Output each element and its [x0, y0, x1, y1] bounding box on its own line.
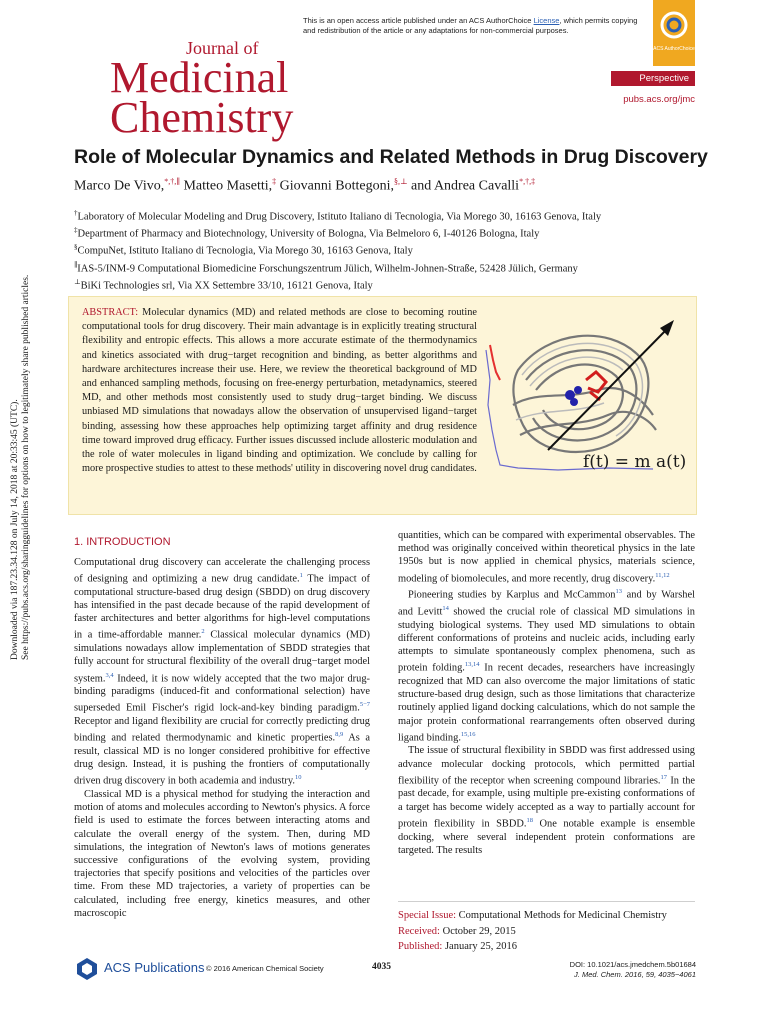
- special-issue-box: Special Issue: Computational Methods for Medicinal Chemistry Received: October 29, 2015 Published: January 25, 2016: [398, 901, 695, 955]
- download-note: Downloaded via 187.23.34.128 on July 14, 2018 at 20:33:45 (UTC). See https://pubs.acs.org/sharingguidelines for options on how to legitimately share published articles.: [10, 274, 31, 660]
- affiliation: ‡Department of Pharmacy and Biotechnology, University of Bologna, Via Belmeloro 6, I-40126 Bologna, Italy: [74, 226, 540, 240]
- paragraph: Classical MD is a physical method for studying the interaction and motion of atoms and molecules according to Newton's physics. A force field is used to estimate the forces between interacting atoms and calculate the overall energy of the system. Then, during MD simulations, the integration of Newton's laws of motions generates successive configurations of the evolving system, providing trajectories that specify positions and velocities of the particles over time. From these MD trajectories, a variety of properties can be calculated, including free energy, kinetics measures, and other macroscopic: [74, 789, 370, 919]
- section-heading: 1. INTRODUCTION: [74, 536, 171, 548]
- journal-name-line2: Medicinal: [110, 53, 289, 102]
- body-column-right: [398, 529, 695, 857]
- abstract-formula: f(t) = m a(t): [583, 452, 687, 472]
- abstract-heading: ABSTRACT:: [82, 307, 139, 318]
- badge-label: ACS AuthorChoice: [653, 46, 695, 52]
- acs-publications-logo[interactable]: ACS Publications: [74, 955, 234, 981]
- author-list: [74, 177, 714, 195]
- author-mark: *,†,‡: [519, 177, 536, 186]
- author-mark: §,⊥: [393, 177, 408, 186]
- author-name[interactable]: Matteo Masetti,: [179, 178, 273, 194]
- doi-citation: [520, 960, 696, 980]
- citation: J. Med. Chem. 2016, 59, 4035−4061: [574, 970, 696, 979]
- paragraph: Pioneering studies by Karplus and McCammon$^{13}$ and by Warshel and Levitt$^{14}$ showed the crucial role of classical MD simulations in studying biological systems. They used MD simulations to obtain different conformations of proteins and nucleic acids, including early attempts to simulate spontaneously complex phenomena, such as protein folding.$^{13,14}$ In recent decades, researchers have increasingly recognized that MD can also overcome the major limitations of static structure-based drug design, such as those limitations that characterize routinely applied ligand docking calculations, which do not sample the major protein conformational rearrangements often observed during ligand binding.$^{15,16}$: [398, 588, 695, 744]
- open-access-icon: [653, 0, 695, 46]
- affiliation: †Laboratory of Molecular Modeling and Drug Discovery, Istituto Italiano di Tecnologia, Via Morego 30, 16163 Genova, Italy: [74, 209, 602, 223]
- author-name[interactable]: Giovanni Bottegoni,: [276, 178, 394, 194]
- license-note: This is an open access article published under an ACS AuthorChoice License, which permits copying and redistribution of the article or any adaptations for non-commercial purposes.: [303, 16, 638, 35]
- body-column-left: [74, 556, 370, 920]
- doi[interactable]: DOI: 10.1021/acs.jmedchem.5b01684: [569, 960, 696, 969]
- paragraph: The issue of structural flexibility in SBDD was first addressed using advance molecular docking protocols, which permitted partial flexibility of the receptor when screening compound libraries.$^{17}$ In the past decade, for example, using multiple pre-existing conformations of a target has become widely accepted as a way to partially account for protein flexibility in SBDD.$^{18}$ One notable example is ensemble docking, where several independent protein conformations are targeted. The results: [398, 745, 696, 856]
- journal-url[interactable]: pubs.acs.org/jmc: [623, 94, 695, 105]
- open-access-badge[interactable]: [653, 0, 695, 66]
- paragraph: Computational drug discovery can accelerate the challenging process of designing and optimizing a new drug candidate.$^1$ The impact of computational structure-based drug design (SBDD) on drug discovery has intensified in the past decade because of the rapid development of faster architectures and better algorithms for high-level computations in a time-affordable manner.$^2$ Classical molecular dynamics (MD) simulations nowadays allow implementation of SBDD strategies that fully account for structural flexibility of the overall drug−target model system.$^{3,4}$ Indeed, it is now widely accepted that the two major drug-binding paradigms (induced-fit and conformational selection) have superseded Emil Fischer's rigid lock-and-key binding paradigm.$^{5-7}$ Receptor and ligand flexibility are crucial for correctly predicting drug binding and related thermodynamic and kinetic properties.$^{8,9}$ As a result, classical MD is no longer considered prohibitive for effective drug design. Instead, it is pushing the frontiers of computationally driven drug discovery in both academia and industry.$^{10}$: [74, 557, 370, 787]
- paragraph: quantities, which can be compared with experimental observables. The method was originally conceived within theoretical physics in the late 1950s but is now applied in chemical physics, materials science, modeling of biomolecules, and more recently, drug discovery.$^{11,12}$: [398, 530, 695, 585]
- author-name[interactable]: Marco De Vivo,: [74, 178, 165, 194]
- copyright: © 2016 American Chemical Society: [206, 964, 324, 973]
- affiliation: §CompuNet, Istituto Italiano di Tecnologia, Via Morego 30, 16163 Genova, Italy: [74, 243, 413, 257]
- page-number: 4035: [372, 962, 391, 972]
- affiliation: ∥IAS-5/INM-9 Computational Biomedicine Forschungszentrum Jülich, Wilhelm-Johnen-Straße, 52428 Jülich, Germany: [74, 261, 578, 275]
- author-name[interactable]: and Andrea Cavalli: [407, 178, 520, 194]
- journal-name-line3: Chemistry: [110, 93, 294, 142]
- affiliation: ⊥BiKi Technologies srl, Via XX Settembre 33/10, 16121 Genova, Italy: [74, 278, 373, 292]
- license-link[interactable]: License: [533, 16, 560, 25]
- acs-logo-icon: [74, 955, 100, 981]
- article-type-badge: Perspective: [611, 71, 695, 86]
- author-mark: ‡: [272, 177, 277, 186]
- journal-name-line1: Journal of: [186, 38, 259, 58]
- author-mark: *,†,∥: [164, 177, 180, 186]
- abstract-text: ABSTRACT: Molecular dynamics (MD) and related methods are close to becoming routine computational tools for drug discovery. Their main advantage is in explicitly treating structural flexibility and entropic effects. This allows a more accurate estimate of the thermodynamics and kinetics associated with drug−target recognition and binding, as better algorithms and hardware architectures increase their use. Here, we review the theoretical background of MD and enhanced sampling methods, focusing on free-energy perturbation, metadynamics, steered MD, and other methods most consistently used to study drug−target binding. We discuss unbiased MD simulations that nowadays allow the observation of unsupervised ligand−target binding, assessing how these approaches help optimizing target affinity and drug residence time toward improved drug efficacy. Further issues discussed include allosteric modulation and the role of water molecules in ligand binding and optimization. We conclude by calling for more prospective studies to attest to these methods' utility in discovering novel drug candidates.: [82, 307, 477, 475]
- article-title: Role of Molecular Dynamics and Related Methods in Drug Discovery: [74, 146, 708, 168]
